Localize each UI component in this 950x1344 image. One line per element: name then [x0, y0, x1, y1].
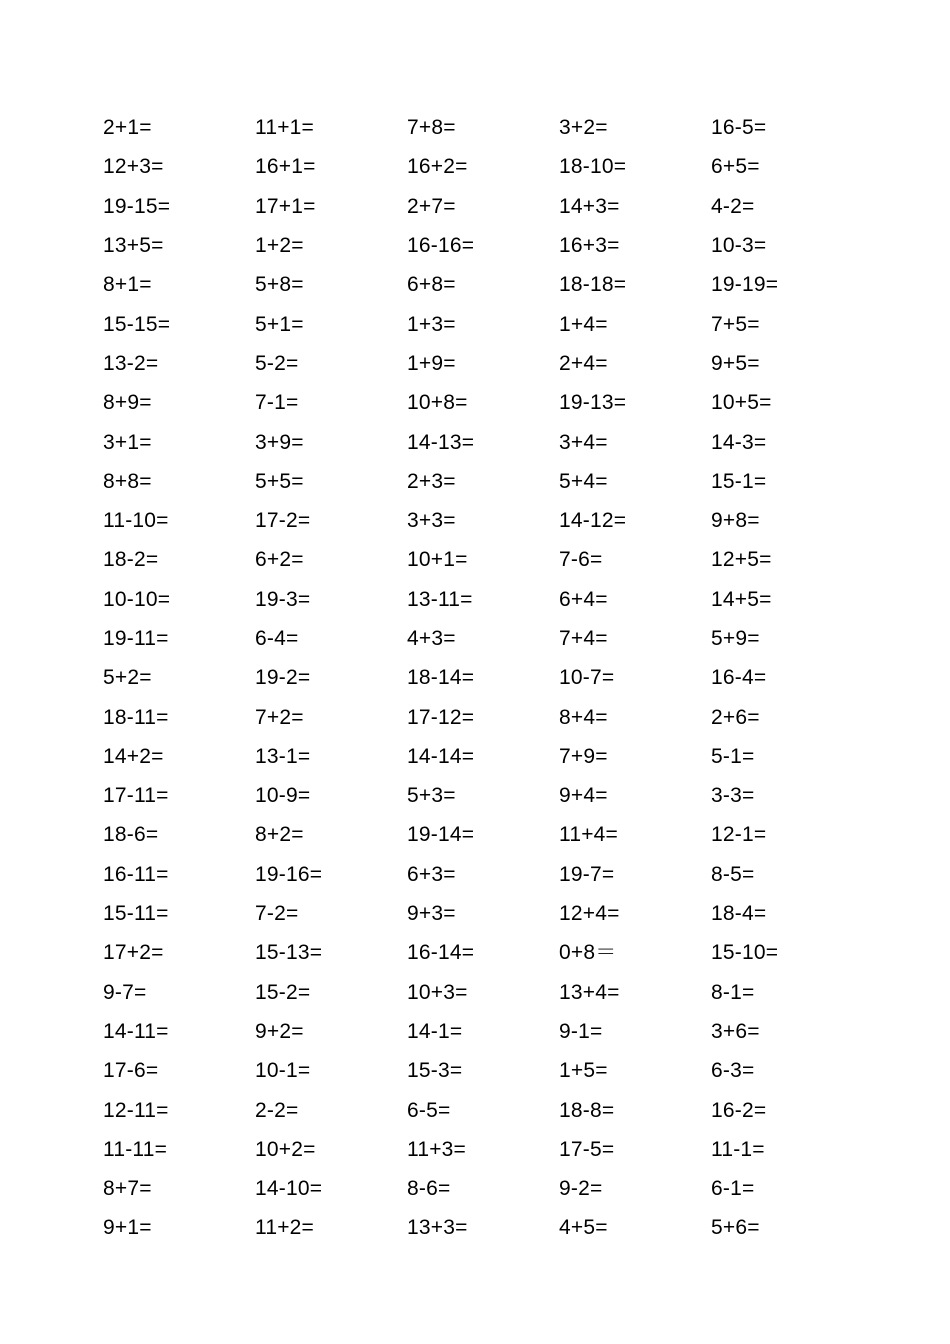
math-problem: 18-8=: [559, 1098, 615, 1122]
math-problem: 4+5=: [559, 1216, 608, 1240]
problem-row: [103, 1130, 863, 1169]
math-problem: 7-6=: [559, 548, 603, 572]
math-problem: 16-14=: [407, 941, 475, 965]
math-problem: 1+9=: [407, 351, 456, 375]
math-problem: 8+4=: [559, 705, 608, 729]
problem-row: [103, 147, 863, 186]
problem-row: [103, 855, 863, 894]
math-problem: 6-1=: [711, 1177, 755, 1201]
math-problem: 19-14=: [407, 823, 475, 847]
math-problem: 5+2=: [103, 666, 152, 690]
math-problem: 15-2=: [255, 980, 311, 1004]
math-problem: 9+4=: [559, 784, 608, 808]
problem-row: [103, 815, 863, 854]
math-problem: 11-10=: [103, 509, 169, 533]
math-problem: 13+3=: [407, 1216, 468, 1240]
math-problem: 17+2=: [103, 941, 164, 965]
problem-row: [103, 226, 863, 265]
math-problem: 12+3=: [103, 155, 164, 179]
math-problem: 12+5=: [711, 548, 772, 572]
math-problem: 6+2=: [255, 548, 304, 572]
math-problem: 10-7=: [559, 666, 615, 690]
math-problem: 9-7=: [103, 980, 147, 1004]
math-problem: 18-2=: [103, 548, 159, 572]
math-problem: 9-2=: [559, 1177, 603, 1201]
math-problem: 9-1=: [559, 1019, 603, 1043]
math-problem: 13+5=: [103, 234, 164, 258]
math-problem: 16+1=: [255, 155, 316, 179]
math-problem: 19-2=: [255, 666, 311, 690]
math-problem: 5+1=: [255, 312, 304, 336]
math-problem: 19-19=: [711, 273, 779, 297]
math-problem: 5+8=: [255, 273, 304, 297]
math-problem: 17+1=: [255, 194, 316, 218]
math-problem: 13+4=: [559, 980, 620, 1004]
math-problem: 19-11=: [103, 627, 169, 650]
math-problem: 15-3=: [407, 1059, 463, 1083]
problem-row: [103, 1012, 863, 1051]
math-problem: 6+3=: [407, 862, 456, 886]
math-problem: 15-15=: [103, 312, 171, 336]
math-problem: 16-2=: [711, 1098, 767, 1122]
math-problem: 9+8=: [711, 509, 760, 533]
math-problem: 10+8=: [407, 391, 468, 415]
math-problem: 2+4=: [559, 351, 608, 375]
problem-row: [103, 1169, 863, 1208]
math-problem: 6+8=: [407, 273, 456, 297]
math-problem: 17-6=: [103, 1059, 159, 1083]
math-problem: 11-11=: [103, 1137, 168, 1161]
math-problem: 17-11=: [103, 784, 169, 808]
math-problem: 10+5=: [711, 391, 772, 415]
math-problem: 18-18=: [559, 273, 627, 297]
math-problem: 7+8=: [407, 116, 456, 140]
problem-row: [103, 894, 863, 933]
math-problem: 6+4=: [559, 587, 608, 611]
problem-row: [103, 973, 863, 1012]
math-problem: 17-5=: [559, 1137, 615, 1161]
math-problem: 3+3=: [407, 509, 456, 533]
math-problem: 3+2=: [559, 116, 608, 140]
math-problem: 3+1=: [103, 430, 152, 454]
math-problem: 19-16=: [255, 862, 323, 886]
math-problem: 17-12=: [407, 705, 475, 729]
math-problem: 19-7=: [559, 862, 615, 886]
problem-row: [103, 1208, 863, 1247]
math-problem: 7+2=: [255, 705, 304, 729]
math-problem: 10-10=: [103, 587, 171, 611]
problem-row: [103, 501, 863, 540]
math-problem: 14-1=: [407, 1019, 463, 1043]
math-problem: 18-11=: [103, 705, 169, 729]
math-problem: 14+2=: [103, 744, 164, 768]
math-problem: 13-11=: [407, 587, 473, 611]
math-problem: 14-12=: [559, 509, 627, 533]
math-problem: 7+4=: [559, 627, 608, 650]
math-problem: 10-3=: [711, 234, 767, 258]
math-problem: 11-1=: [711, 1137, 765, 1161]
math-problem: 14-10=: [255, 1177, 323, 1201]
math-problem: 15-11=: [103, 902, 169, 926]
math-problem: 18-14=: [407, 666, 475, 690]
problem-row: [103, 108, 863, 147]
math-problem: 15-10=: [711, 941, 779, 965]
problem-row: [103, 344, 863, 383]
math-problem: 2+3=: [407, 469, 456, 493]
math-problem: 13-1=: [255, 744, 311, 768]
math-problem: 16+3=: [559, 234, 620, 258]
math-problem: 13-2=: [103, 351, 159, 375]
math-problem: 5+9=: [711, 627, 760, 650]
math-problem: 16+2=: [407, 155, 468, 179]
math-problem: 9+5=: [711, 351, 760, 375]
math-problem: 7-1=: [255, 391, 299, 415]
math-problem: 17-2=: [255, 509, 311, 533]
math-problem: 8+2=: [255, 823, 304, 847]
math-problem: 11+2=: [255, 1216, 315, 1240]
math-problem: 6+5=: [711, 155, 760, 179]
math-problem: 10+2=: [255, 1137, 316, 1161]
math-problem: 14+3=: [559, 194, 620, 218]
math-problem: 18-6=: [103, 823, 159, 847]
math-problem: 5-1=: [711, 744, 755, 768]
math-problem: 11+3=: [407, 1137, 467, 1161]
math-problem: 4-2=: [711, 194, 755, 218]
math-problem: 1+4=: [559, 312, 608, 336]
math-problem: 18-4=: [711, 902, 767, 926]
math-problem: 19-3=: [255, 587, 311, 611]
math-problem: 14+5=: [711, 587, 772, 611]
math-problem: 2+6=: [711, 705, 760, 729]
math-problem: 16-4=: [711, 666, 767, 690]
math-problem: 3+9=: [255, 430, 304, 454]
math-problem: 12-1=: [711, 823, 767, 847]
math-problem: 5+3=: [407, 784, 456, 808]
math-problem: 14-13=: [407, 430, 475, 454]
math-problem: 3+6=: [711, 1019, 760, 1043]
math-problem: 19-13=: [559, 391, 627, 415]
math-problem: 11+1=: [255, 116, 315, 140]
math-problem: 8+9=: [103, 391, 152, 415]
math-problem: 9+2=: [255, 1019, 304, 1043]
problem-row: [103, 422, 863, 461]
math-problem: 9+1=: [103, 1216, 152, 1240]
math-problem: 14-14=: [407, 744, 475, 768]
problem-row: [103, 933, 863, 972]
math-problem: 6-5=: [407, 1098, 451, 1122]
problem-row: [103, 580, 863, 619]
math-problem: 7-2=: [255, 902, 299, 926]
math-problem: 5+4=: [559, 469, 608, 493]
math-problem: 6-3=: [711, 1059, 755, 1083]
math-problem: 9+3=: [407, 902, 456, 926]
problem-row: [103, 462, 863, 501]
math-problem: 7+5=: [711, 312, 760, 336]
math-problem: 10+3=: [407, 980, 468, 1004]
math-problem: 15-13=: [255, 941, 323, 965]
math-problem: 10+1=: [407, 548, 468, 572]
math-problem: 7+9=: [559, 744, 608, 768]
math-problem: 1+5=: [559, 1059, 608, 1083]
problem-row: [103, 737, 863, 776]
math-problem: 8-1=: [711, 980, 755, 1004]
math-problem: 12-11=: [103, 1098, 169, 1122]
arithmetic-problem-grid: [103, 108, 863, 1248]
math-problem: 11+4=: [559, 823, 619, 847]
math-problem: 10-1=: [255, 1059, 311, 1083]
math-problem: 14-3=: [711, 430, 767, 454]
problem-row: [103, 265, 863, 304]
math-problem: 1+3=: [407, 312, 456, 336]
problem-row: [103, 619, 863, 658]
math-problem: 5+6=: [711, 1216, 760, 1240]
math-problem: 8-6=: [407, 1177, 451, 1201]
problem-row: [103, 540, 863, 579]
math-problem: 16-11=: [103, 862, 169, 886]
math-problem: 2-2=: [255, 1098, 299, 1122]
problem-row: [103, 1090, 863, 1129]
math-problem: 18-10=: [559, 155, 627, 179]
math-problem: 8+7=: [103, 1177, 152, 1201]
math-problem: 16-16=: [407, 234, 475, 258]
math-problem: 12+4=: [559, 902, 620, 926]
math-problem: 5-2=: [255, 351, 299, 375]
math-problem: 8-5=: [711, 862, 755, 886]
math-problem: 2+1=: [103, 116, 152, 140]
math-problem: 4+3=: [407, 627, 456, 650]
math-problem: 19-15=: [103, 194, 171, 218]
math-problem: 0+8＝: [559, 941, 617, 965]
math-problem: 16-5=: [711, 116, 767, 140]
math-problem: 8+8=: [103, 469, 152, 493]
math-problem: 14-11=: [103, 1019, 169, 1043]
problem-row: [103, 187, 863, 226]
math-problem: 1+2=: [255, 234, 304, 258]
problem-row: [103, 776, 863, 815]
problem-row: [103, 383, 863, 422]
problem-row: [103, 658, 863, 697]
math-problem: 6-4=: [255, 627, 299, 650]
math-problem: 3+4=: [559, 430, 608, 454]
math-problem: 8+1=: [103, 273, 152, 297]
math-problem: 3-3=: [711, 784, 755, 808]
problem-row: [103, 1051, 863, 1090]
math-problem: 15-1=: [711, 469, 767, 493]
problem-row: [103, 697, 863, 736]
math-problem: 5+5=: [255, 469, 304, 493]
math-problem: 2+7=: [407, 194, 456, 218]
math-problem: 10-9=: [255, 784, 311, 808]
problem-row: [103, 304, 863, 343]
